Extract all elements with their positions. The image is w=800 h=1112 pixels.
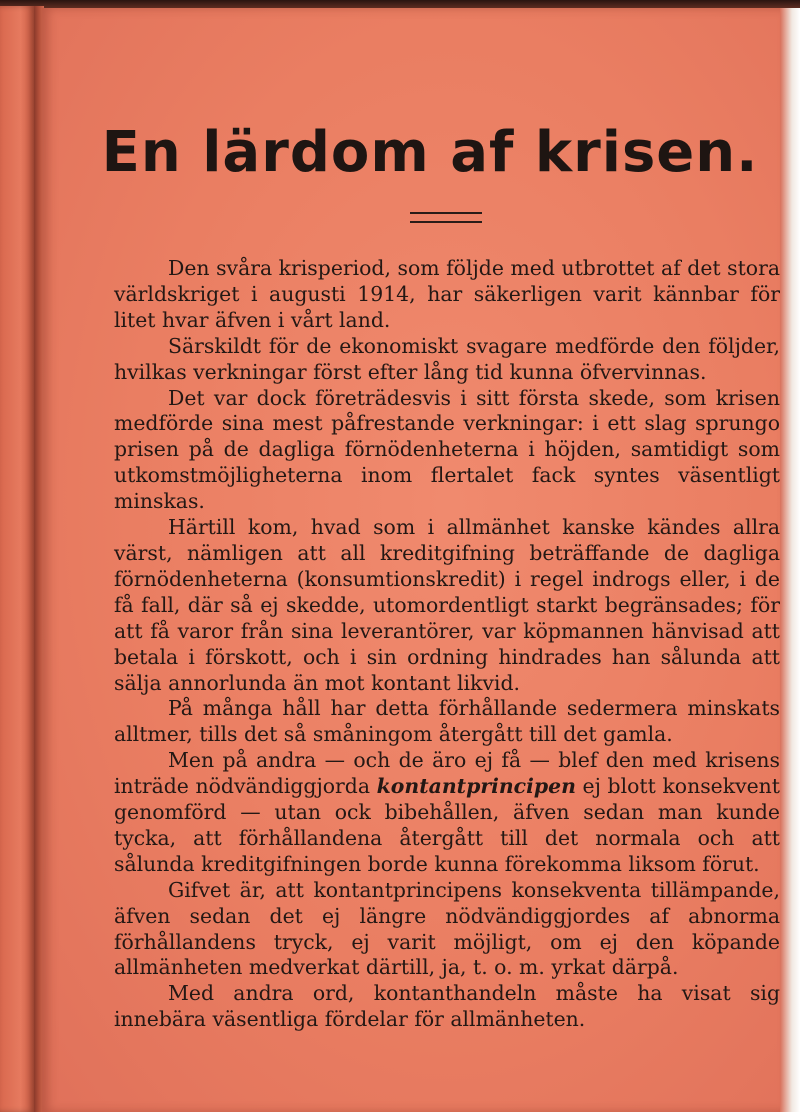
previous-page-edge [0, 6, 34, 1112]
paragraph-6 [114, 748, 780, 878]
paragraph-6-end: ej blott konsekvent genomförd — utan ock bibehållen, äfven sedan man kunde tycka, att förhållandena återgått till det normala och att sålunda kreditgifningen borde kunna förekomma liksom förut. [114, 774, 781, 876]
paragraph-7: Gifvet är, att kontantprincipens konsekventa tillämpande, äfven sedan det ej längre nödvändiggjordes af abnorma förhållandens tryck, ej varit möjligt, om ej den köpande allmänheten medverkat därtill, ja, t. o. m. yrkat därpå. [114, 877, 780, 980]
title-double-rule [410, 212, 482, 223]
paragraph-3: Det var dock företrädesvis i sitt första skede, som krisen medförde sina mest påfrestande verkningar: i ett slag sprungo prisen på de dagliga förnödenheterna i höjden, samtidigt som utkomstmöjligheterna inom flertalet fack syntes väsentligt minskas. [114, 385, 780, 514]
article-body [114, 256, 780, 1033]
paragraph-1: Den svåra krisperiod, som följde med utbrottet af det stora världskriget i augusti 1914, har säkerligen varit kännbar för litet hvar äfven i vårt land. [114, 256, 780, 332]
paragraph-5: På många håll har detta förhållande sedermera minskats alltmer, tills det så småningom återgått till det gamla. [114, 696, 780, 747]
page-title: En lärdom af krisen. [101, 120, 759, 185]
paragraph-4: Härtill kom, hvad som i allmänhet kanske kändes allra värst, nämligen att all kreditgifning beträffande de dagliga förnödenheterna (konsumtionskredit) i regel indrogs eller, i de få fall, där så ej skedde, utomordentligt starkt begränsades; för att få varor från sina leverantörer, var köpmannen hänvisad att betala i förskott, och i sin ordning hindrades han sålunda att sälja annorlunda än mot kontant likvid. [114, 515, 780, 695]
paragraph-8: Med andra ord, kontanthandeln måste ha visat sig innebära väsentliga fördelar för allmänheten. [114, 981, 780, 1032]
paragraph-2: Särskildt för de ekonomiskt svagare medförde den följder, hvilkas verkningar först efter lång tid kunna öfvervinnas. [114, 333, 780, 384]
paragraph-6-start: Men på andra — och de äro ej få — blef den med krisens inträde nödvändiggjorda [114, 748, 780, 799]
emphasized-term: kontantprincipen [376, 774, 576, 799]
